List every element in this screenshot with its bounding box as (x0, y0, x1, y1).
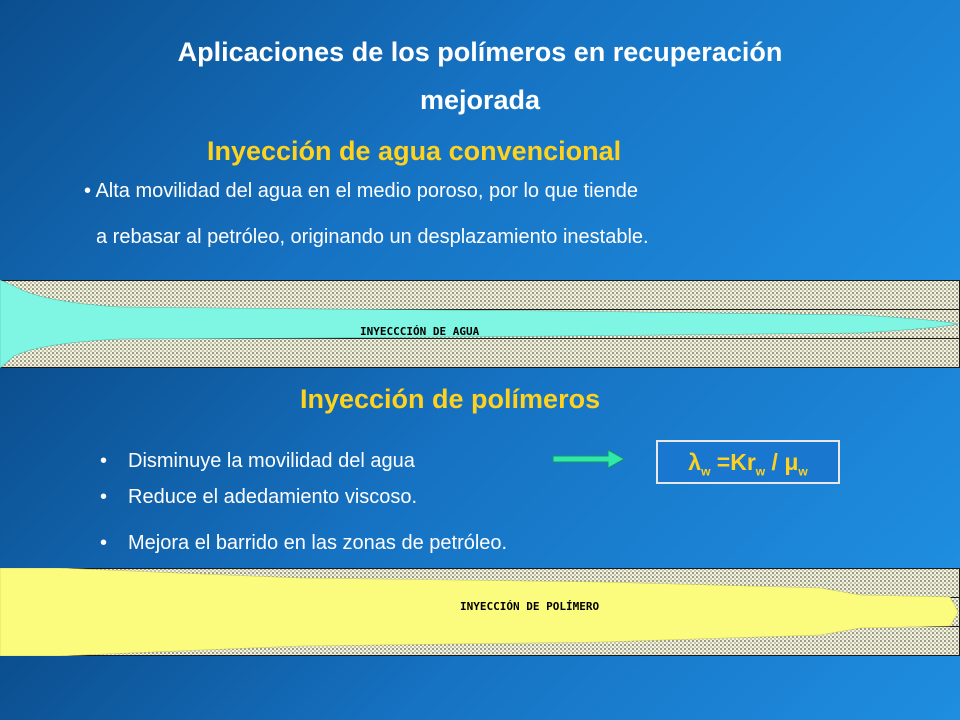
water-injection-diagram (0, 280, 960, 368)
polymer-bullet-2 (100, 486, 417, 509)
polymer-bullet-1 (100, 450, 415, 473)
bullet-text: Mejora el barrido en las zonas de petróleo. (128, 532, 508, 554)
slide-title-line1: Aplicaciones de los polímeros en recuperación (177, 37, 783, 67)
water-bullet-line2: a rebasar al petróleo, originando un desplazamiento inestable. (96, 226, 649, 248)
water-bullet-line1: • Alta movilidad del agua en el medio poroso, por lo que tiende (84, 180, 639, 202)
slide-title-line2: mejorada (419, 85, 541, 115)
section-heading-water: Inyección de agua convencional (207, 136, 622, 166)
polymer-bullet-3 (100, 532, 507, 555)
polymer-injection-label: INYECCIÓN DE POLÍMERO (460, 600, 600, 613)
mobility-formula: $\lambda_w =Kr_w / \mu_w$ (656, 440, 840, 484)
section-heading-polymer: Inyección de polímeros (300, 384, 601, 414)
bullet-marker: • (100, 486, 108, 508)
right-arrow-icon (552, 449, 626, 469)
bullet-text: Reduce el adedamiento viscoso. (128, 486, 418, 508)
bullet-marker: • (100, 532, 108, 554)
background-panel-bottom (0, 656, 960, 720)
water-injection-label: INYECCCIÓN DE AGUA (360, 325, 480, 338)
bullet-marker: • (100, 450, 108, 472)
bullet-text: Disminuye la movilidad del agua (128, 450, 415, 472)
